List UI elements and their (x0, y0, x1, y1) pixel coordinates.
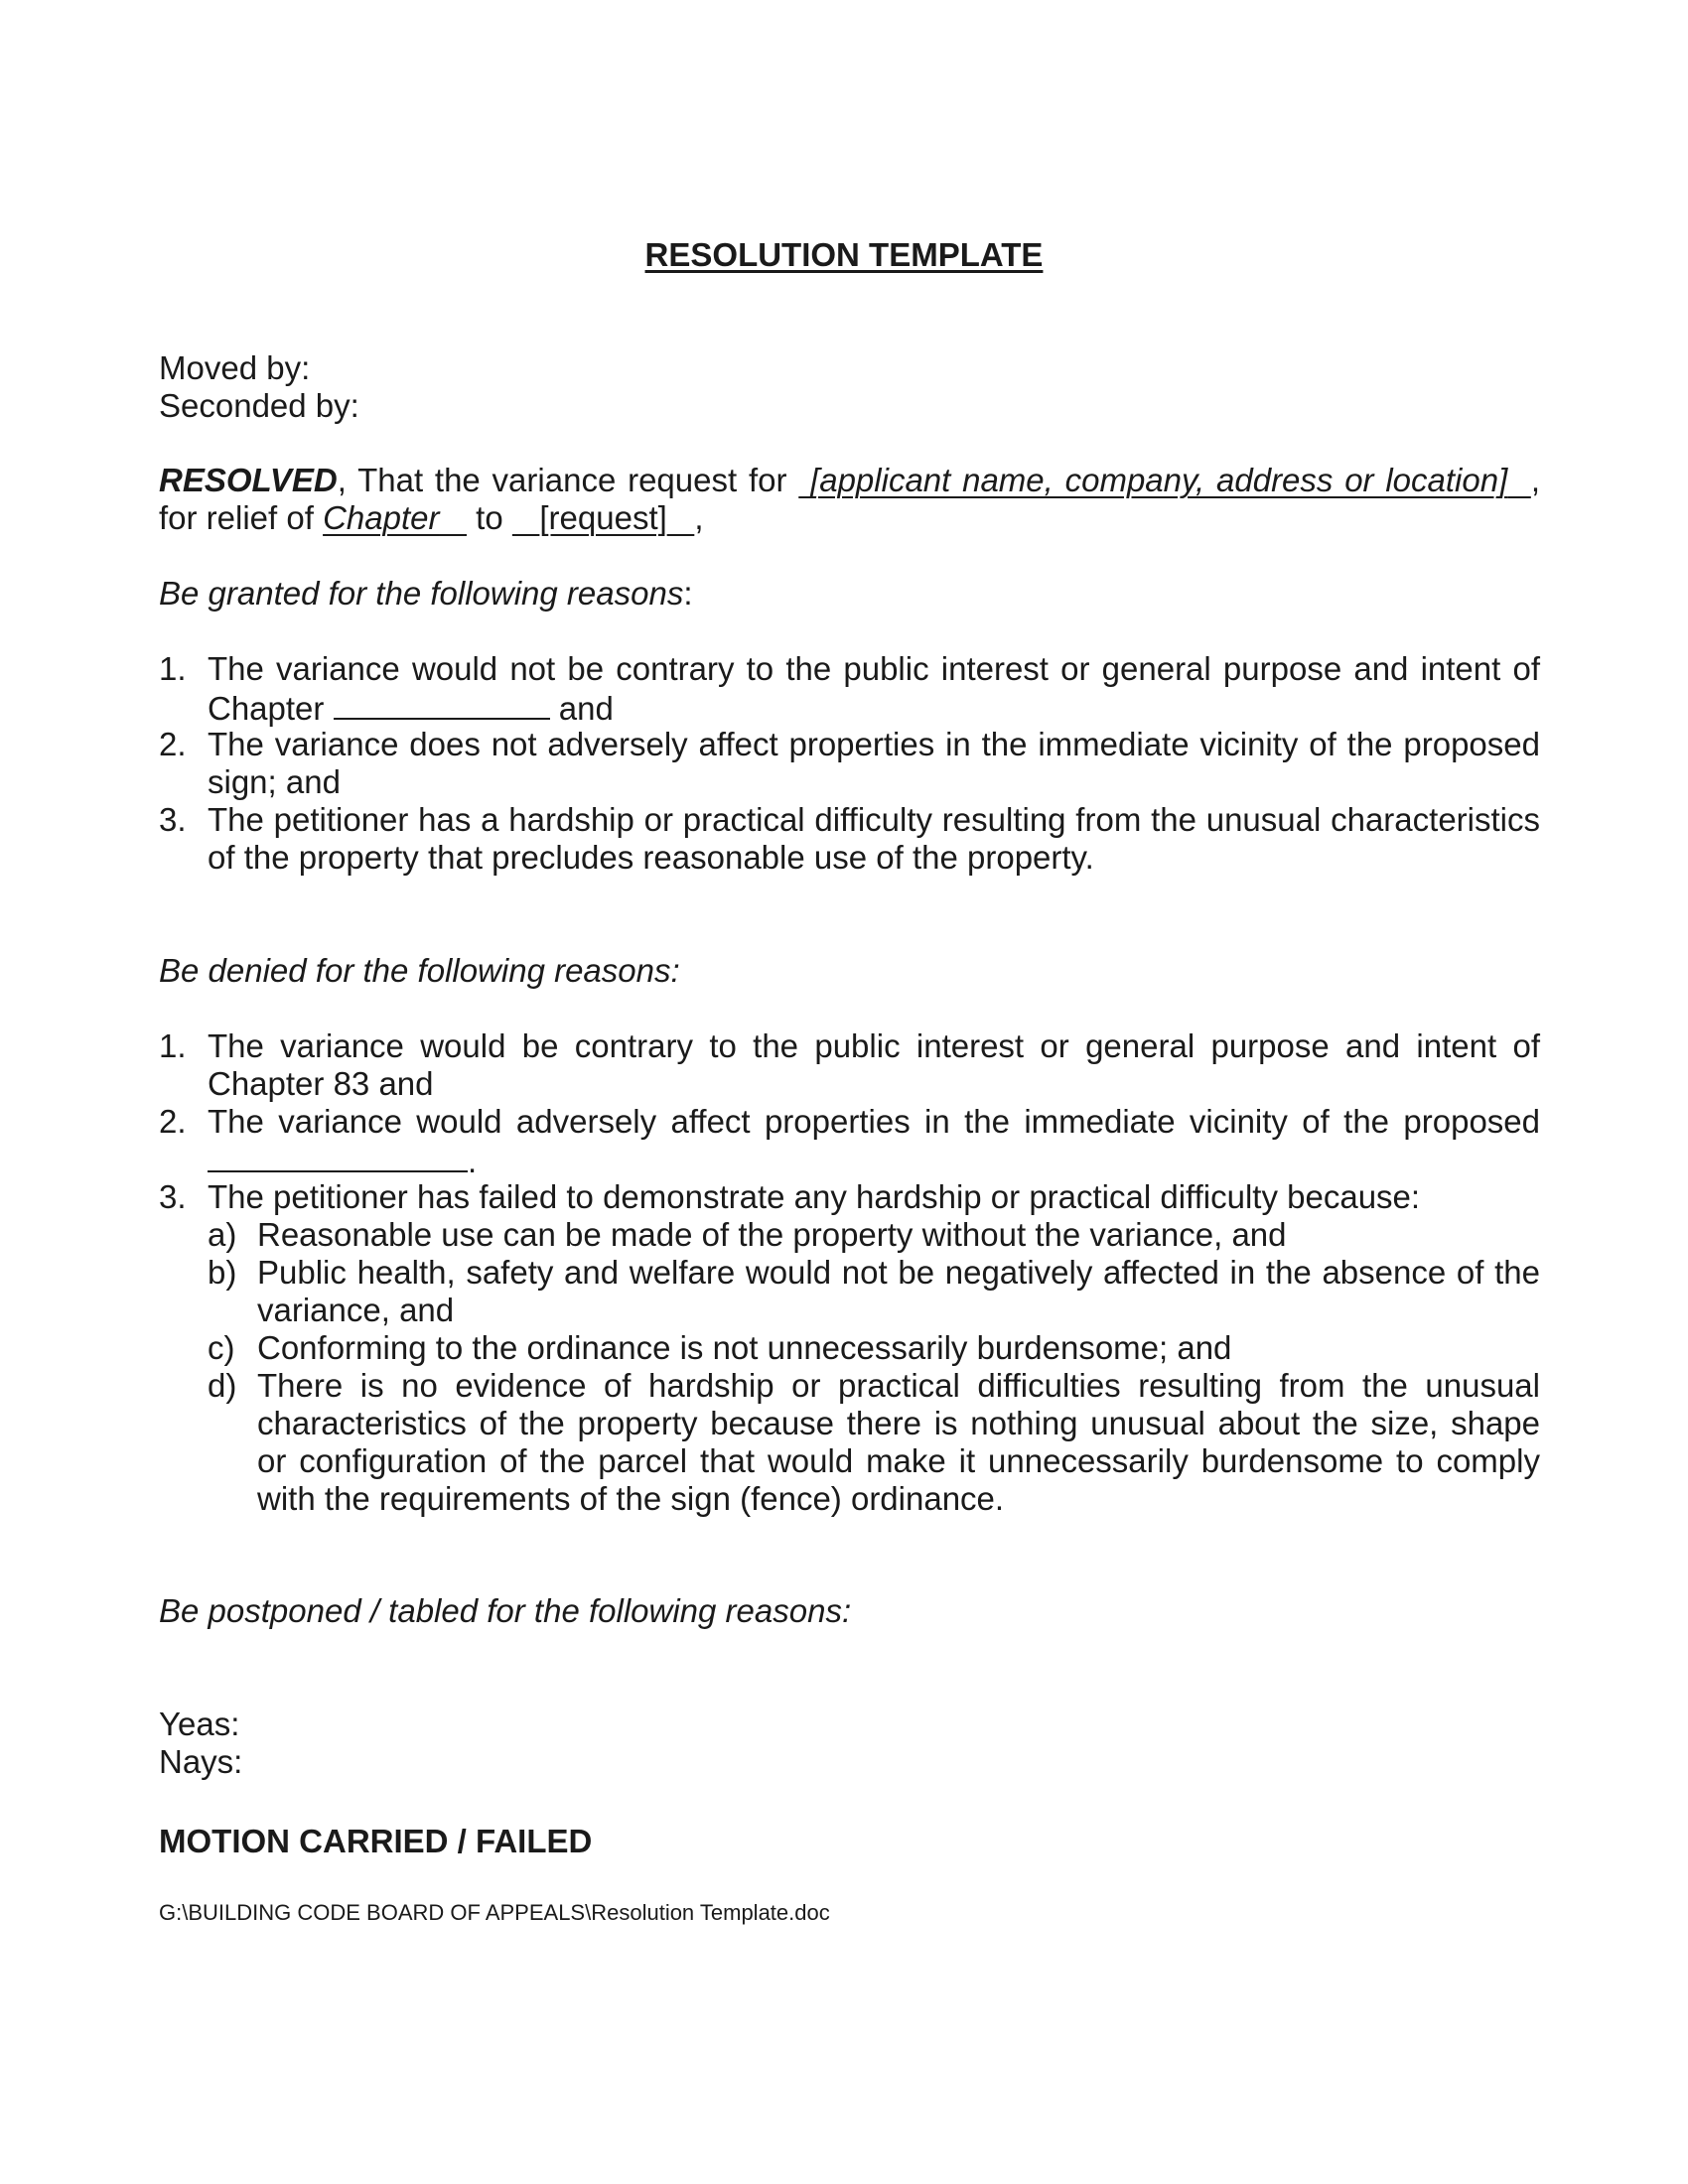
chapter-blank (334, 688, 550, 720)
resolved-end-comma: , (694, 499, 704, 536)
file-path-footer: G:\BUILDING CODE BOARD OF APPEALS\Resolution Template.doc (159, 1900, 830, 1925)
applicant-placeholder: [applicant name, company, address or location] (810, 462, 1508, 498)
relief-text: for relief of (159, 499, 324, 536)
sub-item-d-line-2: characteristics of the property because there is nothing unusual about the size, shape (257, 1405, 1540, 1441)
resolved-keyword: RESOLVED (159, 462, 338, 498)
resolved-line-1 (159, 462, 1540, 499)
denied-item-1-line-1: The variance would be contrary to the public interest or general purpose and intent of (208, 1027, 1540, 1064)
granted-item-1-line-2: Chapter and (208, 690, 614, 727)
sub-item-b-letter: b) (208, 1254, 237, 1291)
denied-item-2-line-2: . (208, 1141, 477, 1180)
resolved-comma: , (1530, 462, 1540, 498)
to-text: to (467, 499, 512, 536)
denied-item-2-line-1: The variance would adversely affect properties in the immediate vicinity of the proposed (208, 1103, 1540, 1140)
nays-label: Nays: (159, 1743, 243, 1780)
sub-item-d-line-1: There is no evidence of hardship or practical difficulties resulting from the unusual (257, 1367, 1540, 1404)
request-placeholder: [request] (539, 499, 667, 536)
denied-item-1-line-2: Chapter 83 and (208, 1065, 434, 1102)
granted-item-2-line-1: The variance does not adversely affect properties in the immediate vicinity of the proposed (208, 726, 1540, 762)
denied-item-3-number: 3. (159, 1178, 187, 1215)
document-title: RESOLUTION TEMPLATE (644, 236, 1044, 273)
sub-item-d-letter: d) (208, 1367, 237, 1404)
sub-item-b-line-1: Public health, safety and welfare would not be negatively affected in the absence of the (257, 1254, 1540, 1291)
denied-item-2-number: 2. (159, 1103, 187, 1140)
granted-item-3-number: 3. (159, 801, 187, 838)
granted-item-2-line-2: sign; and (208, 763, 341, 800)
sub-item-b-line-2: variance, and (257, 1292, 455, 1328)
denied-item-1-number: 1. (159, 1027, 187, 1064)
sub-item-d-line-3: or configuration of the parcel that would make it unnecessarily burdensome to comply (257, 1442, 1540, 1479)
sub-item-c-line-1: Conforming to the ordinance is not unnecessarily burdensome; and (257, 1329, 1232, 1366)
resolved-line-2 (159, 499, 703, 537)
granted-item-1-line-1: The variance would not be contrary to the public interest or general purpose and intent of (208, 650, 1540, 687)
granted-item-3-line-2: of the property that precludes reasonable use of the property. (208, 839, 1094, 876)
sub-item-a-line-1: Reasonable use can be made of the property without the variance, and (257, 1216, 1287, 1253)
yeas-label: Yeas: (159, 1706, 240, 1742)
granted-item-1-number: 1. (159, 650, 187, 687)
granted-item-3-line-1: The petitioner has a hardship or practical difficulty resulting from the unusual characteristics (208, 801, 1540, 838)
vicinity-blank (208, 1141, 468, 1172)
motion-result: MOTION CARRIED / FAILED (159, 1823, 593, 1859)
sub-item-c-letter: c) (208, 1329, 235, 1366)
postponed-heading: Be postponed / tabled for the following reasons: (159, 1592, 852, 1629)
sub-item-d-line-4: with the requirements of the sign (fence) ordinance. (257, 1480, 1005, 1517)
seconded-by-label: Seconded by: (159, 387, 359, 424)
sub-item-a-letter: a) (208, 1216, 237, 1253)
chapter-placeholder: Chapter (323, 499, 440, 536)
denied-heading: Be denied for the following reasons: (159, 952, 680, 989)
granted-heading: Be granted for the following reasons: (159, 575, 693, 612)
moved-by-label: Moved by: (159, 349, 311, 386)
granted-item-2-number: 2. (159, 726, 187, 762)
denied-item-3-line-1: The petitioner has failed to demonstrate any hardship or practical difficulty because: (208, 1178, 1421, 1215)
resolved-text: , That the variance request for (337, 462, 799, 498)
